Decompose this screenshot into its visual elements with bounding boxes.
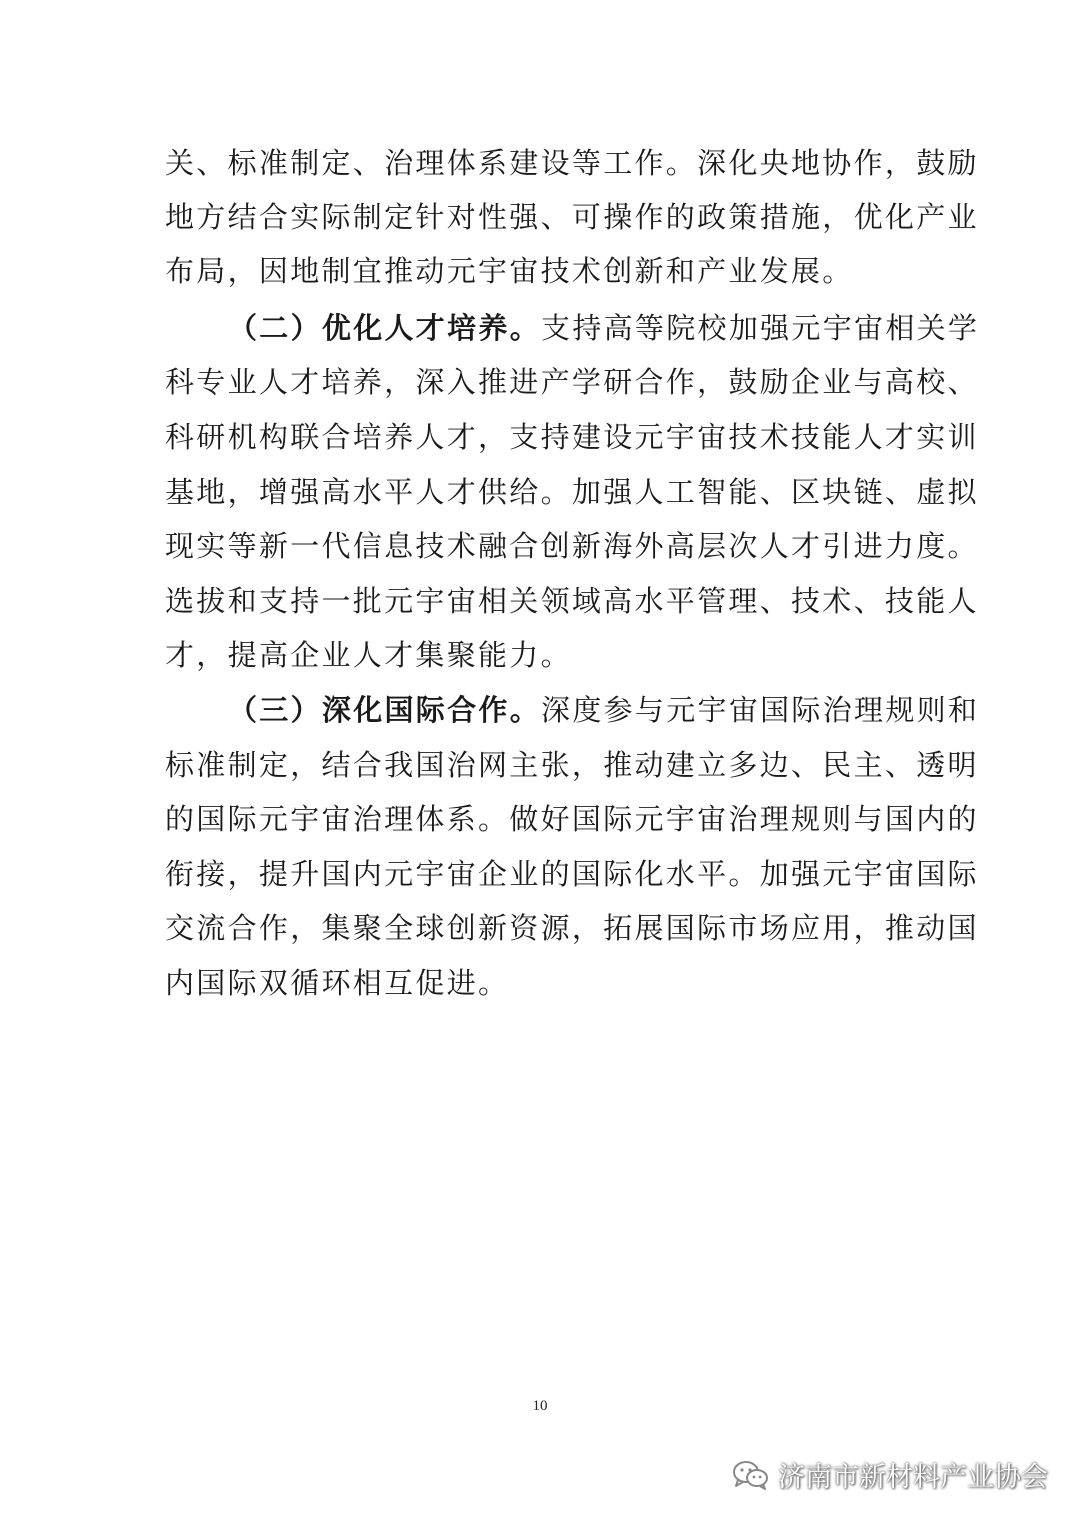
paragraph-line: 内国际双循环相互促进。 <box>165 966 510 1000</box>
section-heading: （三）深化国际合作。 <box>228 693 542 727</box>
section-first-line-text: 支持高等院校加强元宇宙相关学 <box>541 311 980 345</box>
paragraph-line: 选拔和支持一批元宇宙相关领域高水平管理、技术、技能人 <box>165 584 979 618</box>
paragraph-line: 地方结合实际制定针对性强、可操作的政策措施，优化产业 <box>165 200 979 234</box>
paragraph-line: 才，提高企业人才集聚能力。 <box>165 638 572 672</box>
paragraph-line: 交流合作，集聚全球创新资源，拓展国际市场应用，推动国 <box>165 911 979 945</box>
paragraph-line: 基地，增强高水平人才供给。加强人工智能、区块链、虚拟 <box>165 475 979 509</box>
section-first-line-text: 深度参与元宇宙国际治理规则和 <box>541 693 980 727</box>
section-first-line <box>228 683 980 737</box>
paragraph-line: 科研机构联合培养人才，支持建设元宇宙技术技能人才实训 <box>165 420 979 454</box>
paragraph-line: 的国际元宇宙治理体系。做好国际元宇宙治理规则与国内的 <box>165 802 979 836</box>
paragraph-line: 布局，因地制宜推动元宇宙技术创新和产业发展。 <box>165 254 854 288</box>
watermark-text: 济南市新材料产业协会 <box>778 1462 1048 1493</box>
paragraph-line: 标准制定，结合我国治网主张，推动建立多边、民主、透明 <box>165 748 979 782</box>
paragraph-line: 现实等新一代信息技术融合创新海外高层次人才引进力度。 <box>165 529 979 563</box>
section-first-line <box>228 301 980 355</box>
section-heading: （二）优化人才培养。 <box>228 311 542 345</box>
paragraph-line: 关、标准制定、治理体系建设等工作。深化央地协作，鼓励 <box>165 146 979 180</box>
page-number: 10 <box>532 1398 548 1414</box>
paragraph-line: 衔接，提升国内元宇宙企业的国际化水平。加强元宇宙国际 <box>165 857 979 891</box>
watermark <box>732 1455 1048 1494</box>
wechat-icon <box>732 1459 770 1491</box>
paragraph-line: 科专业人才培养，深入推进产学研合作，鼓励企业与高校、 <box>165 365 979 399</box>
